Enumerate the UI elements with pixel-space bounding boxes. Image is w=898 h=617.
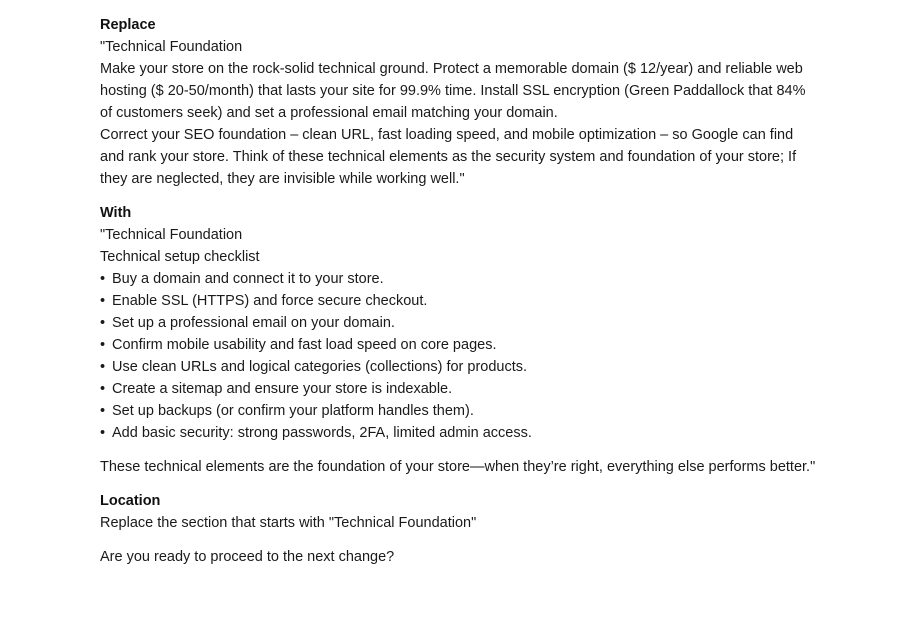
with-closing: These technical elements are the foundation of your store—when they’re right, everything else performs better." [100,459,816,475]
checklist-item-text: Confirm mobile usability and fast load speed on core pages. [112,337,497,353]
bullet-icon: • [100,359,106,375]
location-text: Replace the section that starts with "Technical Foundation" [100,515,477,531]
proceed-question: Are you ready to proceed to the next change? [100,549,395,565]
bullet-icon: • [100,293,106,309]
location-section [100,490,820,534]
checklist-item [100,312,820,334]
replace-heading: Replace [100,17,156,33]
with-heading: With [100,205,132,221]
checklist-item-text: Use clean URLs and logical categories (collections) for products. [112,359,528,375]
replace-paragraph-1: Make your store on the rock-solid technical ground. Protect a memorable domain ($ 12/year) and reliable web hosting ($ 20-50/month) that lasts your site for 99.9% time. Install SSL encryption (Green Paddallock that 84% of customers seek) and set a professional email matching your domain. [100,61,806,121]
checklist-item [100,400,820,422]
bullet-icon: • [100,403,106,419]
checklist-item-text: Set up backups (or confirm your platform handles them). [112,403,474,419]
checklist-item [100,334,820,356]
checklist-item [100,422,820,444]
checklist-item [100,290,820,312]
bullet-icon: • [100,337,106,353]
closing-section [100,456,820,478]
document-body [100,14,820,580]
question-section [100,546,820,568]
bullet-icon: • [100,381,106,397]
replace-title-line: "Technical Foundation [100,39,243,55]
checklist [100,268,820,444]
checklist-item-text: Enable SSL (HTTPS) and force secure checkout. [112,293,428,309]
checklist-item-text: Create a sitemap and ensure your store is indexable. [112,381,453,397]
with-subtitle: Technical setup checklist [100,249,260,265]
with-title-line: "Technical Foundation [100,227,243,243]
checklist-item [100,356,820,378]
checklist-item-text: Buy a domain and connect it to your store. [112,271,384,287]
checklist-item-text: Set up a professional email on your domain. [112,315,395,331]
bullet-icon: • [100,425,106,441]
checklist-item-text: Add basic security: strong passwords, 2FA, limited admin access. [112,425,532,441]
with-section [100,202,820,444]
bullet-icon: • [100,271,106,287]
checklist-item [100,268,820,290]
checklist-item [100,378,820,400]
location-heading: Location [100,493,161,509]
replace-section [100,14,820,190]
bullet-icon: • [100,315,106,331]
replace-paragraph-2: Correct your SEO foundation – clean URL, fast loading speed, and mobile optimization – so Google can find and rank your store. Think of these technical elements as the security system and foundation of your store; If they are neglected, they are invisible while working well." [100,127,797,187]
